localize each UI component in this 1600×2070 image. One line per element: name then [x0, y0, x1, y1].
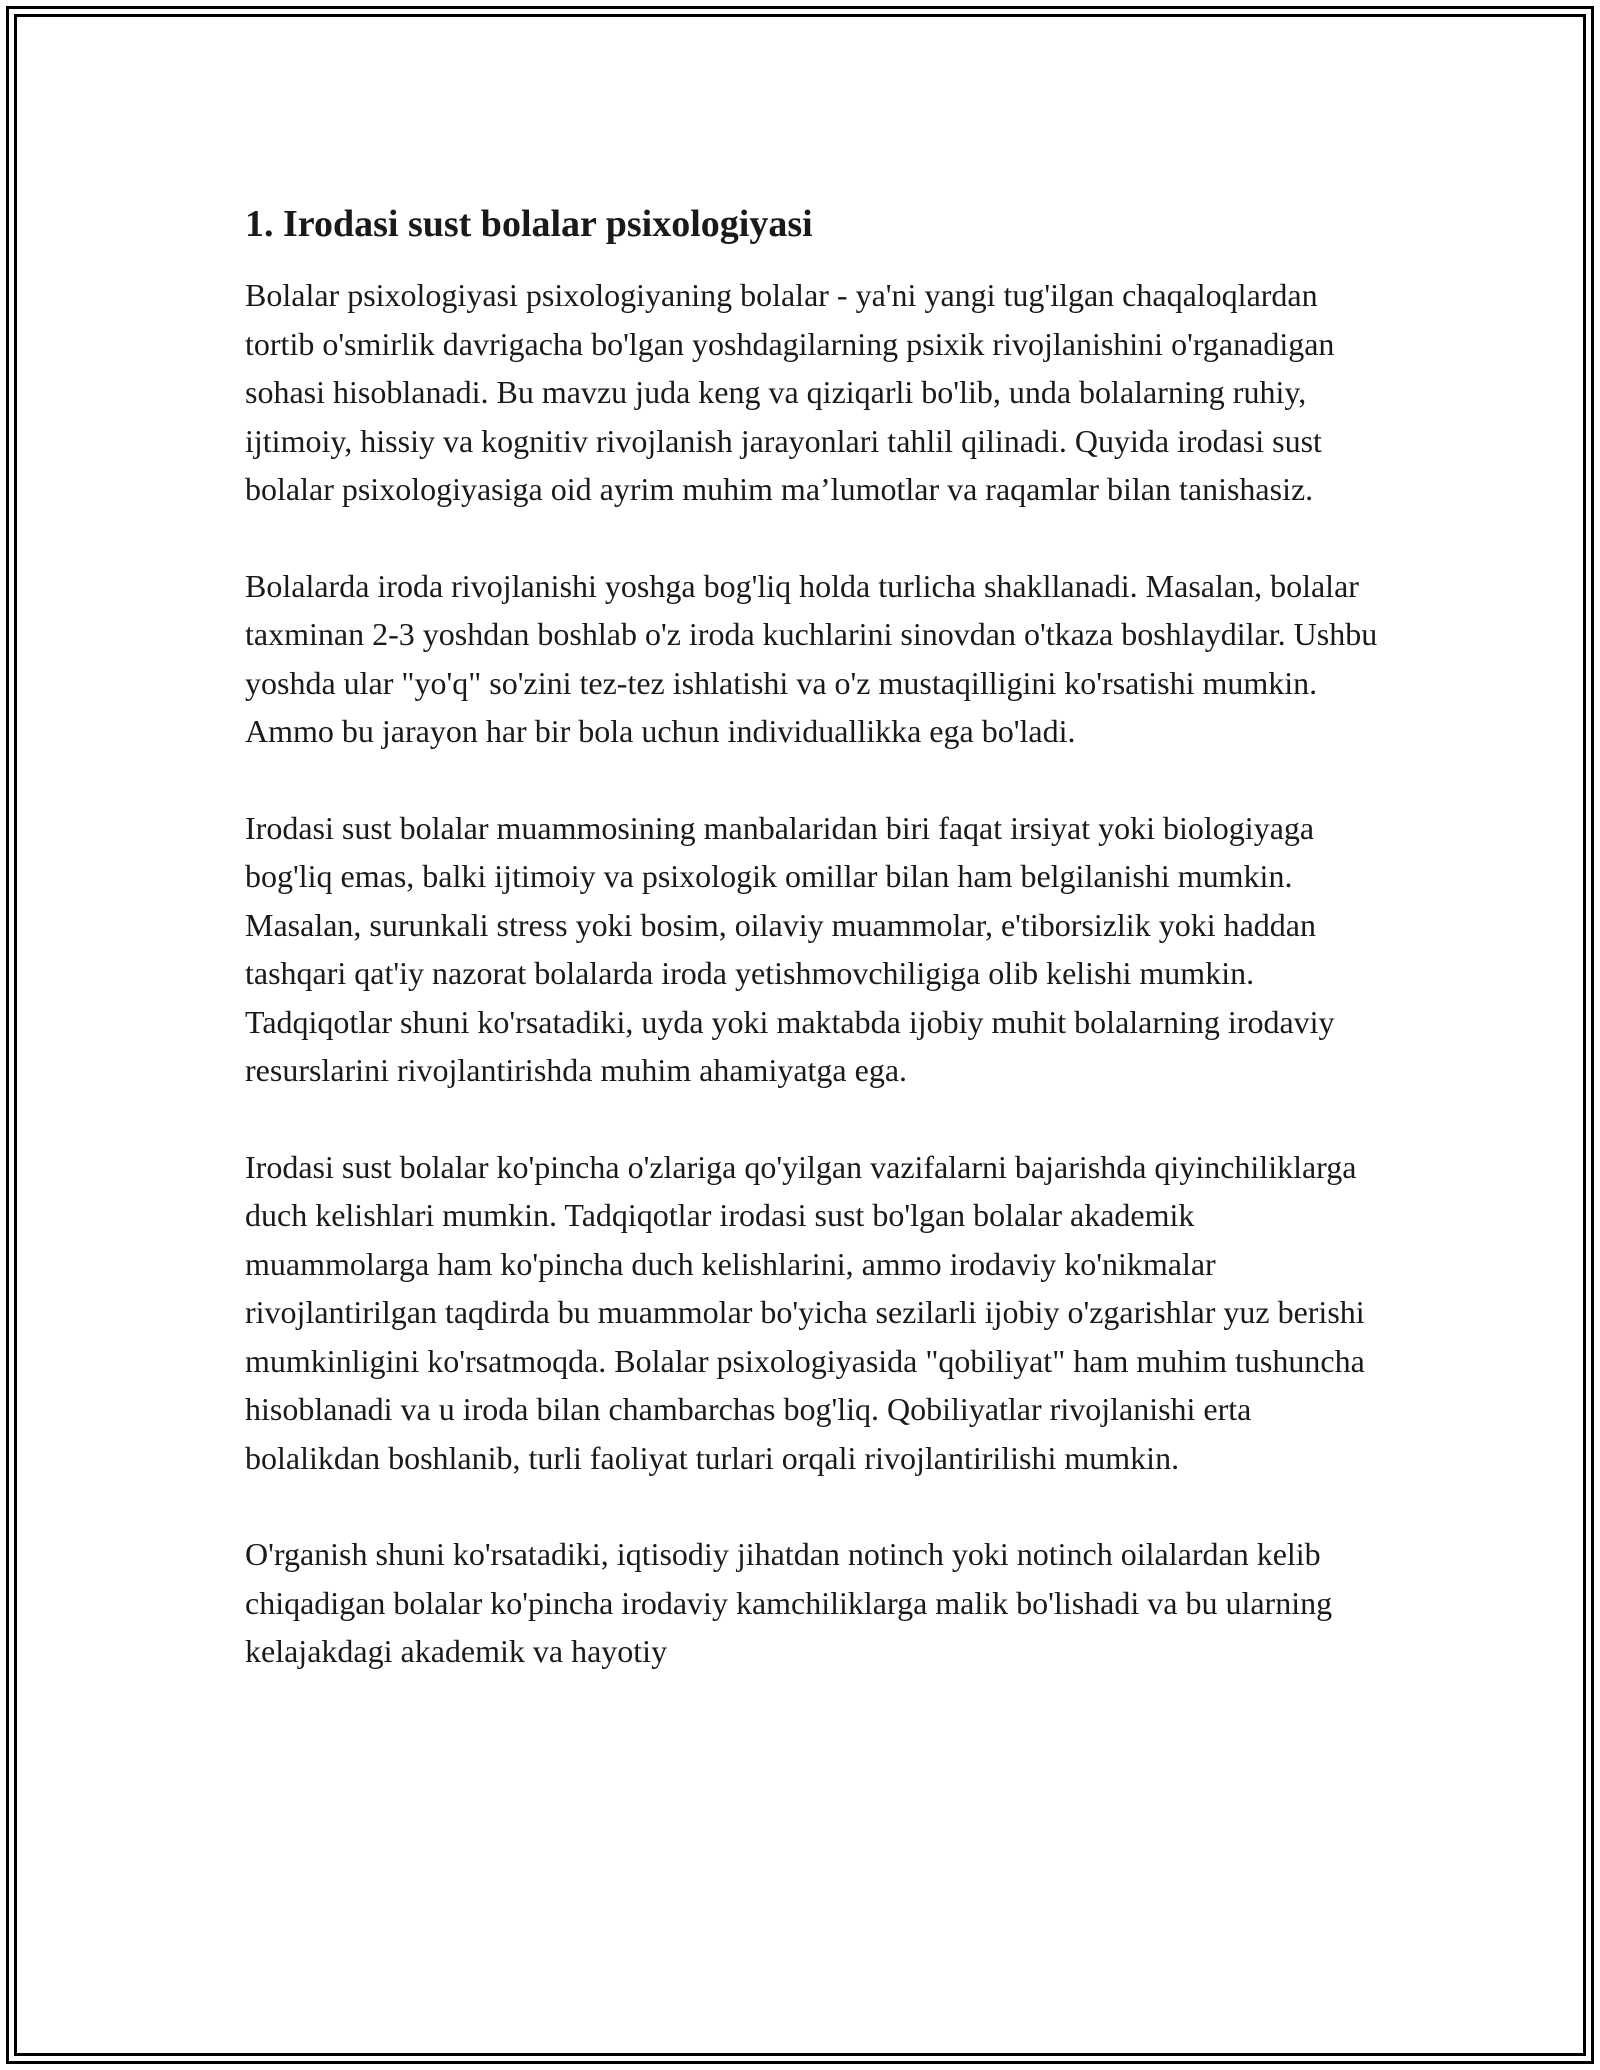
paragraph-intro: Bolalar psixologiyasi psixologiyaning bolalar - ya'ni yangi tug'ilgan chaqaloqlardan tortib o'smirlik davrigacha bo'lgan yoshdagilarning psixik rivojlanishini o'rganadigan sohasi hisoblanadi. Bu mavzu juda keng va qiziqarli bo'lib, unda bolalarning ruhiy, ijtimoiy, hissiy va kognitiv rivojlanish jarayonlari tahlil qilinadi. Quyida irodasi sust bolalar psixologiyasiga oid ayrim muhim ma’lumotlar va raqamlar bilan tanishasiz.	[245, 277, 1335, 507]
document-page	[6, 6, 1594, 2064]
paragraph-difficulties: Irodasi sust bolalar ko'pincha o'zlariga qo'yilgan vazifalarni bajarishda qiyinchiliklarga duch kelishlari mumkin. Tadqiqotlar irodasi sust bo'lgan bolalar akademik muammolarga ham ko'pincha duch kelishlarini, ammo irodaviy ko'nikmalar rivojlantirilgan taqdirda bu muammolar bo'yicha sezilarli ijobiy o'zgarishlar yuz berishi mumkinligini ko'rsatmoqda. Bolalar psixologiyasida "qobiliyat" ham muhim tushuncha hisoblanadi va u iroda bilan chambarchas bog'liq. Qobiliyatlar rivojlanishi erta bolalikdan boshlanib, turli faoliyat turlari orqali rivojlantirilishi mumkin.	[245, 1148, 1365, 1476]
paragraph-economic-factors: O'rganish shuni ko'rsatadiki, iqtisodiy jihatdan notinch yoki notinch oilalardan kelib chiqadigan bolalar ko'pincha irodaviy kamchiliklarga malik bo'lishadi va bu ularning kelajakdagi akademik va hayotiy	[245, 1536, 1333, 1669]
paragraph-age-development: Bolalarda iroda rivojlanishi yoshga bog'liq holda turlicha shakllanadi. Masalan, bolalar taxminan 2-3 yoshdan boshlab o'z iroda kuchlarini sinovdan o'tkaza boshlaydilar. Ushbu yoshda ular "yo'q" so'zini tez-tez ishlatishi va o'z mustaqilligini ko'rsatishi mumkin. Ammo bu jarayon har bir bola uchun individuallikka ega bo'ladi.	[245, 567, 1378, 749]
document-content	[245, 199, 1385, 1724]
paragraph-causes: Irodasi sust bolalar muammosining manbalaridan biri faqat irsiyat yoki biologiyaga bog'liq emas, balki ijtimoiy va psixologik omillar bilan ham belgilanishi mumkin. Masalan, surunkali stress yoki bosim, oilaviy muammolar, e'tiborsizlik yoki haddan tashqari qat'iy nazorat bolalarda iroda yetishmovchiligiga olib kelishi mumkin. Tadqiqotlar shuni ko'rsatadiki, uyda yoki maktabda ijobiy muhit bolalarning irodaviy resurslarini rivojlantirishda muhim ahamiyatga ega.	[245, 809, 1335, 1088]
section-heading: 1. Irodasi sust bolalar psixologiyasi	[245, 203, 813, 245]
